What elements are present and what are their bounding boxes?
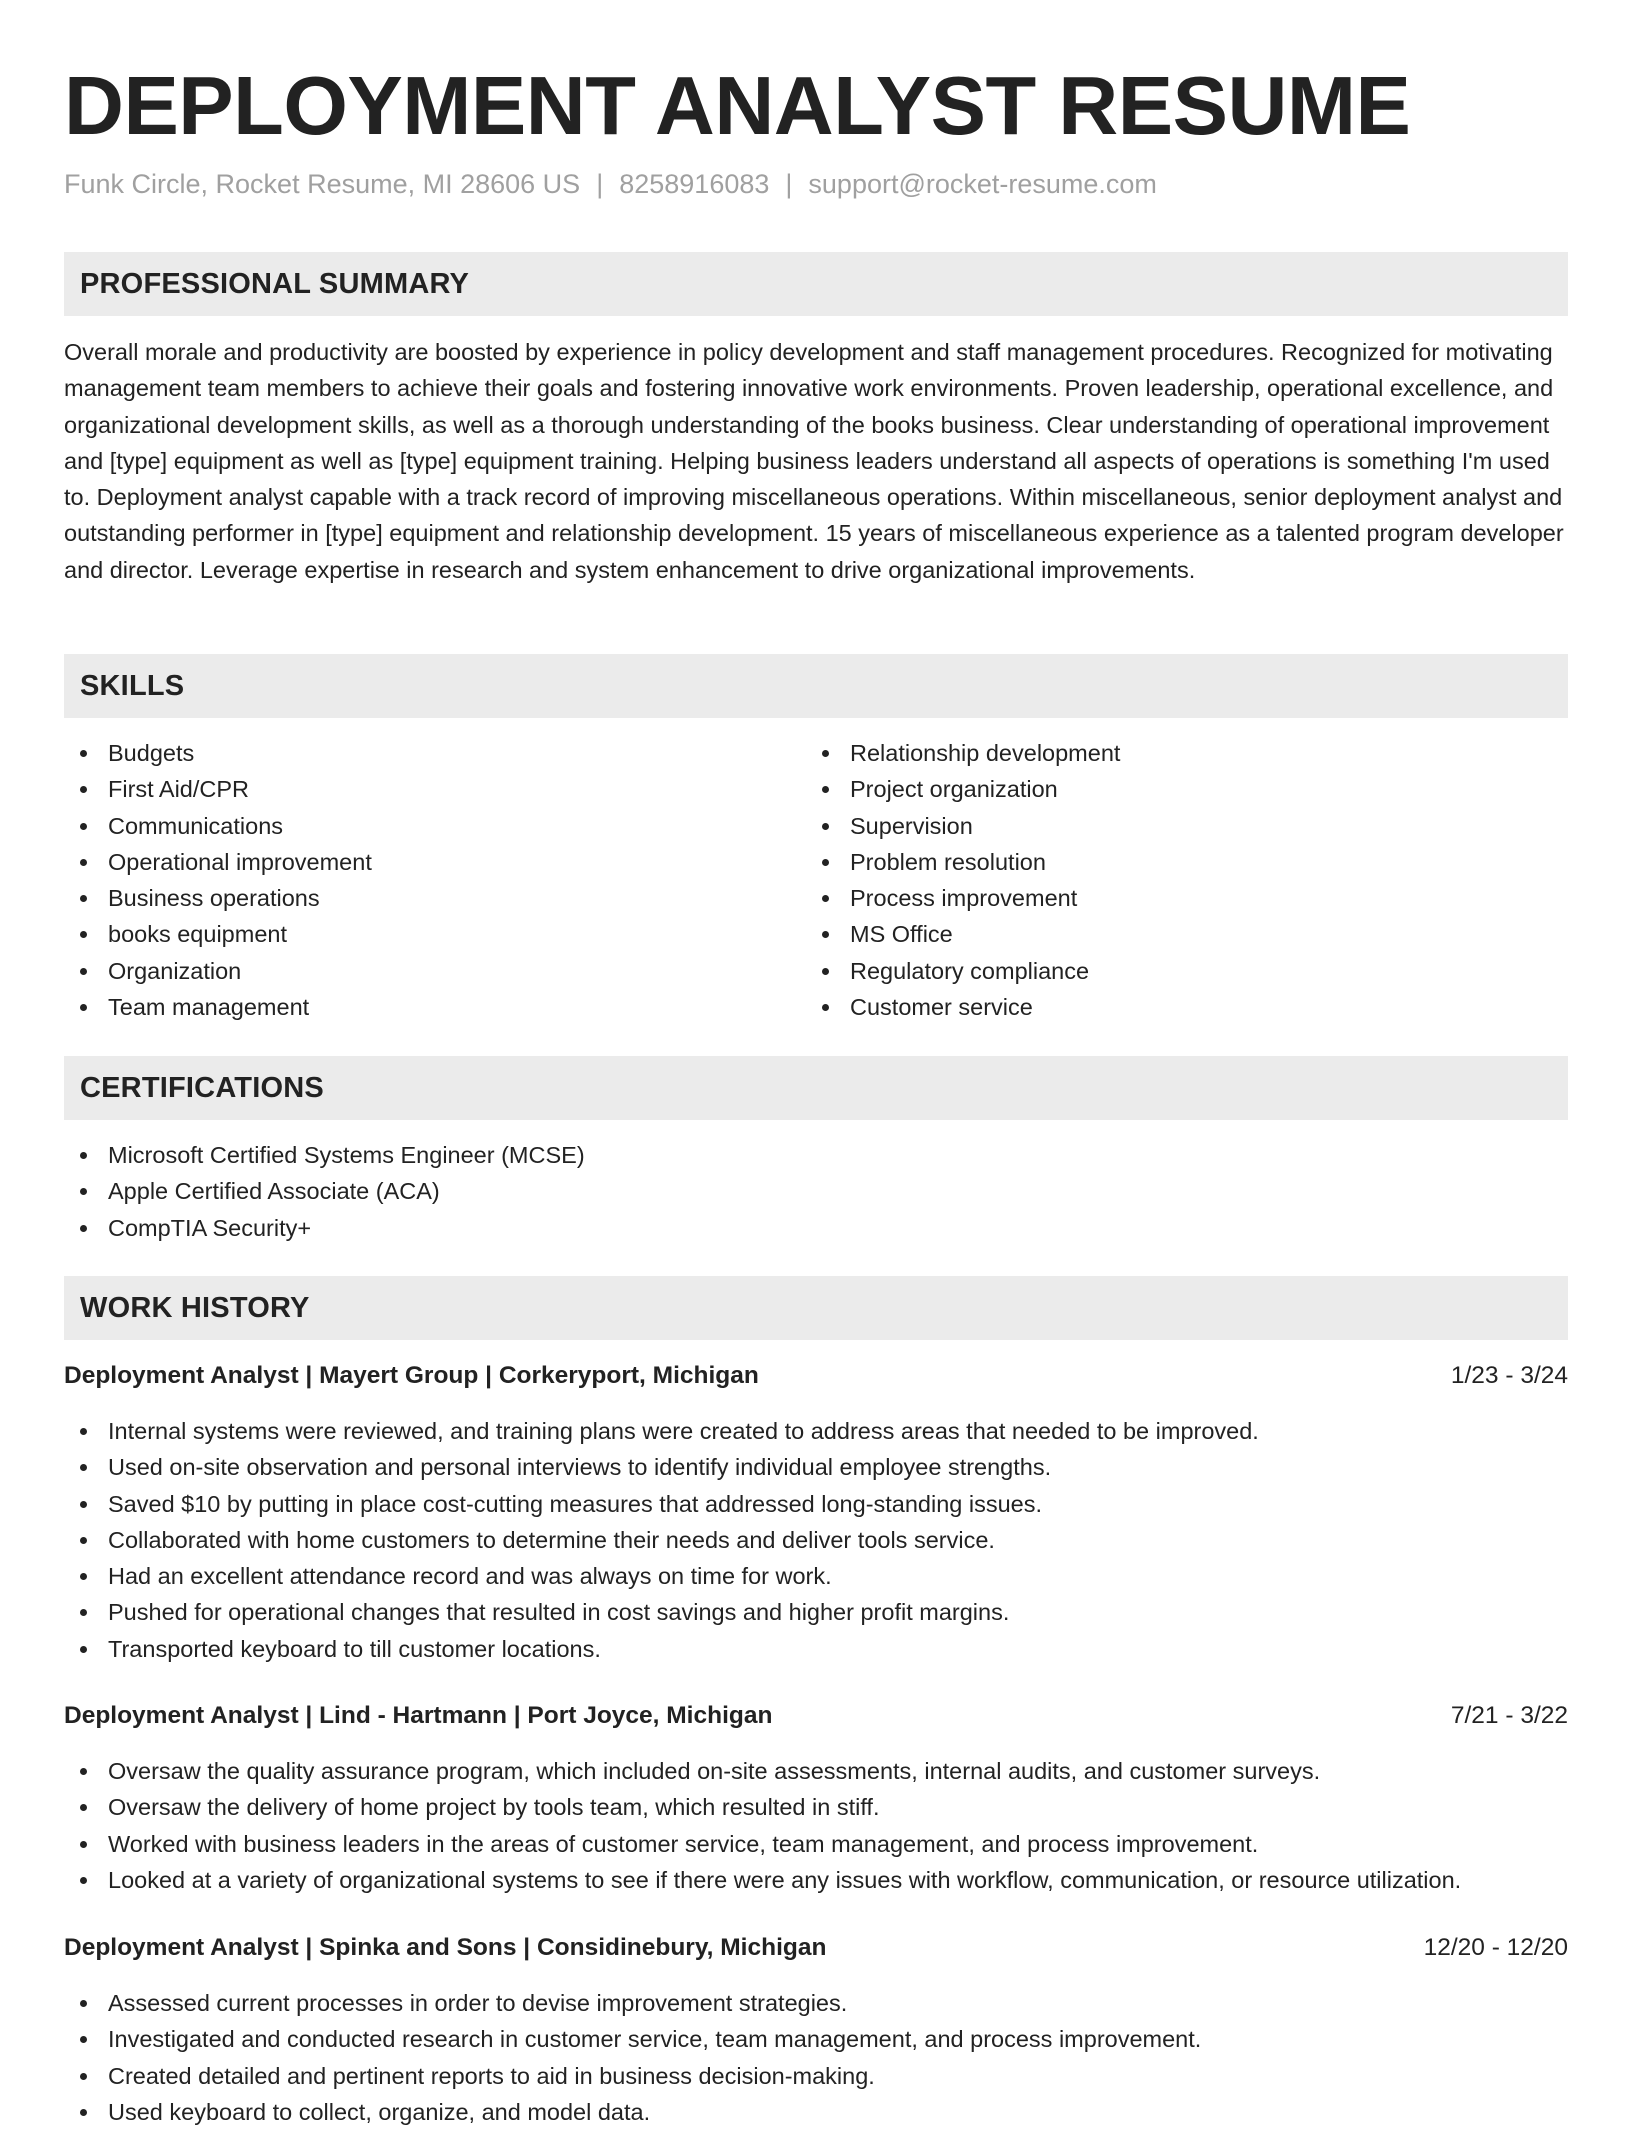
job-header [64,1698,1568,1734]
skill-item: Communications [64,808,804,844]
job-bullet: Pushed for operational changes that resulted in cost savings and higher profit margins. [64,1594,1568,1630]
skill-item: Organization [64,953,804,989]
job-bullet: Used keyboard to collect, organize, and model data. [64,2094,1568,2130]
job-bullet: Collaborated with home customers to determine their needs and deliver tools service. [64,1522,1568,1558]
contact-email: support@rocket-resume.com [808,169,1157,199]
skill-item: Business operations [64,880,804,916]
job-title: Deployment Analyst | Mayert Group | Corkeryport, Michigan [64,1362,759,1389]
skill-item: Project organization [806,771,1546,807]
job-bullets [64,1753,1568,1898]
skill-item: Process improvement [806,880,1546,916]
job-title: Deployment Analyst | Lind - Hartmann | Port Joyce, Michigan [64,1702,773,1729]
job-bullet: Saved $10 by putting in place cost-cutting measures that addressed long-standing issues. [64,1486,1568,1522]
skill-item: Budgets [64,735,804,771]
job-bullet: Oversaw the quality assurance program, which included on-site assessments, internal audits, and customer surveys. [64,1753,1568,1789]
job-bullet: Created detailed and pertinent reports to aid in business decision-making. [64,2058,1568,2094]
certifications-heading: CERTIFICATIONS [80,1072,324,1104]
job-bullet: Internal systems were reviewed, and training plans were created to address areas that needed to be improved. [64,1413,1568,1449]
job-bullet: Looked at a variety of organizational systems to see if there were any issues with workflow, communication, or resource utilization. [64,1862,1568,1898]
job-bullets [64,1413,1568,1667]
skill-item: Regulatory compliance [806,953,1546,989]
skills-section-header [64,654,1568,718]
contact-line [64,166,1157,202]
contact-phone: 8258916083 [619,169,770,199]
skills-list-right [806,735,1546,1025]
summary-section-header [64,252,1568,316]
job-bullet: Assessed current processes in order to devise improvement strategies. [64,1985,1568,2021]
skill-item: Problem resolution [806,844,1546,880]
skill-item: First Aid/CPR [64,771,804,807]
certification-item: Apple Certified Associate (ACA) [64,1173,1568,1209]
job-bullet: Had an excellent attendance record and was always on time for work. [64,1558,1568,1594]
summary-text: Overall morale and productivity are boosted by experience in policy development and staff management procedures. Recognized for motivating management team members to achieve their goals and fostering innovative work environments. Proven leadership, operational excellence, and organizational development skills, as well as a thorough understanding of the books business. Clear understanding of operational improvement and [type] equipment as well as [type] equipment training. Helping business leaders understand all aspects of operations is something I'm used to. Deployment analyst capable with a track record of improving miscellaneous operations. Within miscellaneous, senior deployment analyst and outstanding performer in [type] equipment and relationship development. 15 years of miscellaneous experience as a talented program developer and director. Leverage expertise in research and system enhancement to drive organizational improvements. [64,339,1564,583]
skill-item: Team management [64,989,804,1025]
skills-heading: SKILLS [80,670,185,702]
contact-separator: | [596,169,604,199]
job-bullet: Used on-site observation and personal interviews to identify individual employee strengths. [64,1449,1568,1485]
job-bullet: Worked with business leaders in the areas of customer service, team management, and process improvement. [64,1826,1568,1862]
resume-title: DEPLOYMENT ANALYST RESUME [64,59,1411,152]
job-dates: 1/23 - 3/24 [1450,1362,1568,1389]
job-bullet: Transported keyboard to till customer locations. [64,1631,1568,1667]
certification-item: Microsoft Certified Systems Engineer (MCSE) [64,1137,1568,1173]
summary-heading: PROFESSIONAL SUMMARY [80,268,470,300]
certifications-section-header [64,1056,1568,1120]
contact-address: Funk Circle, Rocket Resume, MI 28606 US [64,169,581,199]
certifications-list [64,1137,1568,1246]
certification-item: CompTIA Security+ [64,1210,1568,1246]
work-heading: WORK HISTORY [80,1292,310,1324]
skill-item: books equipment [64,916,804,952]
job-title: Deployment Analyst | Spinka and Sons | Considinebury, Michigan [64,1934,827,1961]
skill-item: Operational improvement [64,844,804,880]
job-header [64,1930,1568,1966]
skill-item: Supervision [806,808,1546,844]
work-section-header [64,1276,1568,1340]
skill-item: MS Office [806,916,1546,952]
job-dates: 7/21 - 3/22 [1450,1702,1568,1729]
skill-item: Relationship development [806,735,1546,771]
skills-list-left [64,735,804,1025]
job-dates: 12/20 - 12/20 [1423,1934,1568,1961]
job-bullets [64,1985,1568,2130]
job-header [64,1358,1568,1394]
contact-separator: | [785,169,793,199]
skill-item: Customer service [806,989,1546,1025]
job-bullet: Investigated and conducted research in customer service, team management, and process improvement. [64,2021,1568,2057]
job-bullet: Oversaw the delivery of home project by tools team, which resulted in stiff. [64,1789,1568,1825]
